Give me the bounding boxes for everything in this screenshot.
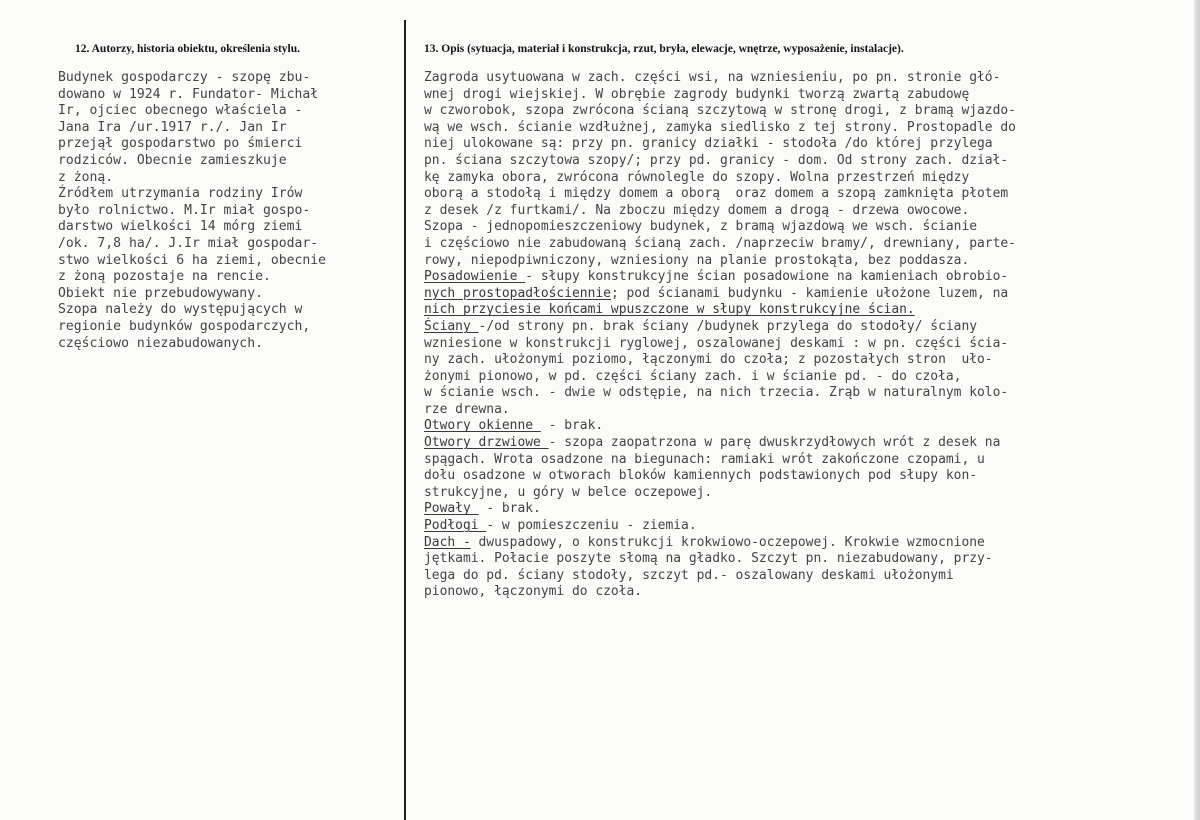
underlined-heading: Otwory okienne (424, 418, 541, 434)
text-line (424, 584, 1016, 601)
underlined-heading: nich przyciesie końcami wpuszczone w słupy konstrukcyjne ścian. (424, 302, 915, 318)
line-text: - w pomieszczeniu - ziemia. (486, 518, 697, 534)
text-line: darstwo wielkości 14 mórg ziemi (58, 219, 303, 235)
text-line (424, 385, 1016, 402)
text-line (424, 551, 1016, 568)
text-line (424, 136, 1016, 153)
line-text: Zagroda usytuowana w zach. części wsi, na wzniesieniu, po pn. stronie głó- (424, 70, 1001, 85)
line-text: z desek /z furtkami/. Na zboczu między domem a drogą - drzewa owocowe. (424, 202, 970, 218)
line-text: wą we wsch. ścianie wzdłużnej, zamyka siedlisko z tej strony. Prostopadle do (424, 119, 1016, 135)
line-text: pionowo, łączonymi do czoła. (424, 584, 643, 600)
line-text: ny zach. ułożonymi poziomo, łączonymi do czoła; z pozostałych stron uło- (424, 352, 993, 368)
line-text: wzniesione w konstrukcji ryglowej, oszalowanej deskami : w pn. części ścia- (424, 335, 1009, 351)
text-line (424, 402, 1016, 419)
underlined-heading: Dach - (424, 534, 471, 550)
text-line: dowano w 1924 r. Fundator- Michał (58, 86, 319, 102)
text-line: z żoną. (58, 169, 114, 185)
line-text: żonymi pionowo, w pd. części ściany zach. i w ścianie pd. - do czoła, (424, 368, 962, 384)
line-text: strukcyjne, u góry w belce oczepowej. (424, 484, 713, 500)
text-line (424, 518, 1016, 535)
text-line (424, 153, 1016, 170)
text-line (424, 286, 1016, 303)
text-line (424, 435, 1016, 452)
text-line: Budynek gospodarczy - szopę zbu- (58, 70, 311, 85)
column-divider (404, 20, 406, 820)
section-12-text (58, 70, 326, 352)
page-edge (1194, 0, 1200, 820)
line-text: ; pod ścianami budynku - kamienie ułożone luzem, na (610, 285, 1009, 301)
text-line: /ok. 7,8 ha/. J.Ir miał gospodar- (58, 235, 319, 251)
line-text: lega do pd. ściany stodoły, szczyt pd.- oszalowany deskami ułożonymi (424, 567, 954, 583)
text-line: Źródłem utrzymania rodziny Irów (58, 186, 303, 202)
line-text: niej ulokowane są: przy pn. granicy działki - stodoła /do której przylega (424, 136, 993, 152)
text-line (424, 87, 1016, 104)
line-text: - słupy konstrukcyjne ścian posadowione na kamieniach obrobio- (525, 269, 1009, 285)
text-line: rodziców. Obecnie zamieszkuje (58, 152, 287, 168)
text-line (424, 170, 1016, 187)
line-text: Szopa - jednopomieszczeniowy budynek, z bramą wjazdową we wsch. ścianie (424, 219, 978, 235)
text-line (424, 186, 1016, 203)
line-text: rowy, niepodpiwniczony, wzniesiony na planie prostokąta, bez poddasza. (424, 252, 970, 268)
line-text: dwuspadowy, o konstrukcji krokwiowo-oczepowej. Krokwie wzmocnione (470, 534, 985, 550)
line-text: w ścianie wsch. - dwie w odstępie, na nich trzecia. Zrąb w naturalnym kolo- (424, 385, 1009, 401)
text-line: stwo wielkości 6 ha ziemi, obecnie (58, 252, 327, 268)
text-line (424, 568, 1016, 585)
text-line (424, 452, 1016, 469)
line-text: - brak. (540, 418, 604, 434)
underlined-heading: nych prostopadłościennie (424, 285, 611, 301)
line-text: kę zamyka obora, zwrócona równolegle do szopy. Wolna przestrzeń między (424, 169, 970, 185)
text-line (424, 219, 1016, 236)
text-line (424, 369, 1016, 386)
line-text: jętkami. Połacie poszyte słomą na gładko. Szczyt pn. niezabudowany, przy- (424, 551, 993, 567)
text-line (424, 103, 1016, 120)
line-text: pn. ściana szczytowa szopy/; przy pd. granicy - dom. Od strony zach. dział- (424, 152, 1009, 168)
text-line (424, 418, 1016, 435)
text-line (424, 468, 1016, 485)
line-text: wnej drogi wiejskiej. W obrębie zagrody budynki tworzą zwartą zabudowę (424, 86, 970, 102)
line-text: - brak. (478, 501, 541, 517)
text-line: Szopa należy do występujących w (58, 302, 303, 318)
underlined-heading: Posadowienie (424, 269, 526, 285)
text-line (424, 302, 1016, 319)
text-line (424, 253, 1016, 270)
text-line (424, 535, 1016, 552)
text-line (424, 501, 1016, 518)
line-text: - szopa zaopatrzona w parę dwuskrzydłowych wrót z desek na (548, 435, 1001, 451)
section-13-heading: 13. Opis (sytuacja, materiał i konstrukcja, rzut, bryła, elewacje, wnętrze, wyposażenie, instalacje). (424, 43, 904, 55)
text-line (424, 120, 1016, 137)
line-text: -/od strony pn. brak ściany /budynek przylega do stodoły/ ściany (478, 318, 978, 334)
text-line: z żoną pozostaje na rencie. (58, 269, 271, 285)
text-line: Obiekt nie przebudowywany. (58, 285, 263, 301)
text-line: regionie budynków gospodarczych, (58, 318, 311, 334)
line-text: dołu osadzone w otworach bloków kamiennych podstawionych pod słupy kon- (424, 468, 978, 484)
underlined-heading: Ściany (424, 318, 479, 334)
text-line (424, 336, 1016, 353)
line-text: w czworobok, szopa zwrócona ścianą szczytową w stronę drogi, z bramą wjazdo- (424, 103, 1016, 119)
underlined-heading: Podłogi (424, 518, 487, 534)
text-line (424, 485, 1016, 502)
text-line: przejął gospodarstwo po śmierci (58, 136, 303, 152)
text-line: Ir, ojciec obecnego właściela - (58, 103, 303, 119)
underlined-heading: Powały (424, 501, 479, 517)
text-line (424, 203, 1016, 220)
section-12-heading: 12. Autorzy, historia obiektu, określenia stylu. (75, 43, 301, 55)
text-line (424, 352, 1016, 369)
line-text: oborą a stodołą i między domem a oborą oraz domem a szopą zamknięta płotem (424, 186, 1009, 202)
line-text: i częściowo nie zabudowaną ścianą zach. /naprzeciw bramy/, drewniany, parte- (424, 235, 1016, 251)
text-line (424, 269, 1016, 286)
underlined-heading: Otwory drzwiowe (424, 435, 549, 451)
text-line: Jana Ira /ur.1917 r./. Jan Ir (58, 119, 287, 135)
text-line (424, 70, 1016, 87)
text-line (424, 319, 1016, 336)
text-line: było rolnictwo. M.Ir miał gospo- (58, 202, 311, 218)
line-text: spągach. Wrota osadzone na biegunach: ramiaki wrót zakończone czopami, u (424, 451, 985, 467)
section-13-text (424, 70, 1016, 601)
text-line (424, 236, 1016, 253)
line-text: rze drewna. (424, 401, 510, 417)
text-line: częściowo niezabudowanych. (58, 335, 263, 351)
